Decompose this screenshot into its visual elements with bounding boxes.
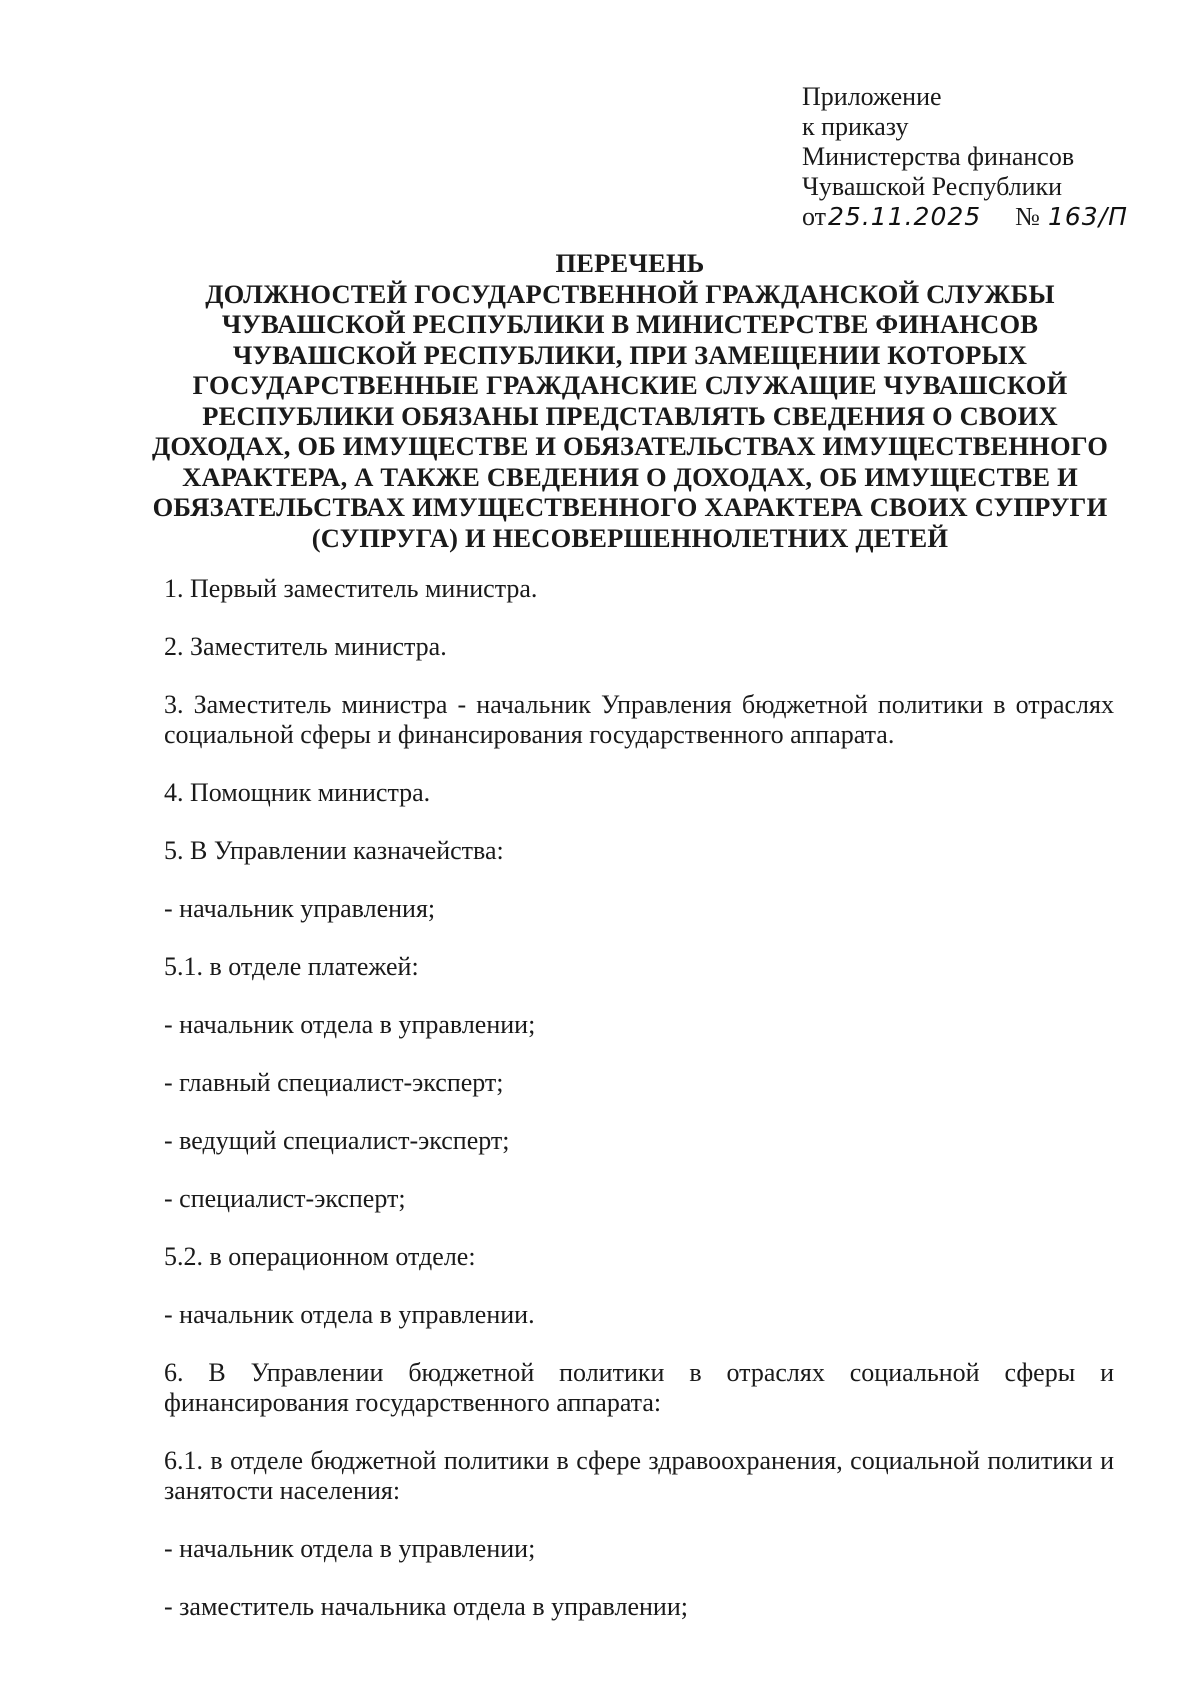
list-item: 4. Помощник министра. xyxy=(164,778,431,807)
list-item: - специалист-эксперт; xyxy=(164,1184,406,1213)
handwritten-number: 163/П xyxy=(1047,202,1128,231)
handwritten-date: 25.11.2025 xyxy=(828,202,982,231)
list-item: 5. В Управлении казначейства: xyxy=(164,836,504,865)
appendix-line: Чувашской Республики xyxy=(802,172,1063,201)
title-line: РЕСПУБЛИКИ ОБЯЗАНЫ ПРЕДСТАВЛЯТЬ СВЕДЕНИЯ О СВОИХ xyxy=(202,400,1058,431)
title-line: ОБЯЗАТЕЛЬСТВАХ ИМУЩЕСТВЕННОГО ХАРАКТЕРА СВОИХ СУПРУГИ xyxy=(152,492,1108,522)
title-line: ГОСУДАРСТВЕННЫЕ ГРАЖДАНСКИЕ СЛУЖАЩИЕ ЧУВАШСКОЙ xyxy=(192,370,1068,400)
list-item: 1. Первый заместитель министра. xyxy=(164,574,538,603)
appendix-line: Министерства финансов xyxy=(802,142,1075,171)
date-prefix: от xyxy=(802,202,827,231)
title-line: (СУПРУГА) И НЕСОВЕРШЕННОЛЕТНИХ ДЕТЕЙ xyxy=(311,522,949,553)
list-item: - начальник отдела в управлении; xyxy=(164,1534,536,1563)
list-item: 6. В Управлении бюджетной политики в отраслях социальной сферы и финансирования государственного аппарата: xyxy=(164,1358,1114,1417)
title-line: ДОЛЖНОСТЕЙ ГОСУДАРСТВЕННОЙ ГРАЖДАНСКОЙ СЛУЖБЫ xyxy=(205,278,1055,309)
list-item: - начальник управления; xyxy=(164,894,436,923)
appendix-header xyxy=(802,82,1142,236)
list-item: - начальник отдела в управлении. xyxy=(164,1300,535,1329)
list-item: - начальник отдела в управлении; xyxy=(164,1010,536,1039)
list-item: 5.1. в отделе платежей: xyxy=(164,952,419,981)
list-item: 6.1. в отделе бюджетной политики в сфере здравоохранения, социальной политики и занятости населения: xyxy=(164,1446,1114,1505)
list-item: - заместитель начальника отдела в управлении; xyxy=(164,1592,688,1621)
number-sign: № xyxy=(1015,202,1040,231)
list-item: 2. Заместитель министра. xyxy=(164,632,447,661)
list-item: - ведущий специалист-эксперт; xyxy=(164,1126,510,1155)
list-item: 3. Заместитель министра - начальник Управления бюджетной политики в отраслях социальной сферы и финансирования государственного аппарата. xyxy=(164,690,1114,749)
appendix-line: к приказу xyxy=(802,112,909,141)
title-line: ХАРАКТЕРА, А ТАКЖЕ СВЕДЕНИЯ О ДОХОДАХ, ОБ ИМУЩЕСТВЕ И xyxy=(182,461,1078,492)
title-line: ПЕРЕЧЕНЬ xyxy=(555,248,705,278)
title-line: ЧУВАШСКОЙ РЕСПУБЛИКИ В МИНИСТЕРСТВЕ ФИНАНСОВ xyxy=(221,309,1039,339)
title-line: ЧУВАШСКОЙ РЕСПУБЛИКИ, ПРИ ЗАМЕЩЕНИИ КОТОРЫХ xyxy=(232,339,1028,370)
positions-list xyxy=(164,574,1114,1622)
appendix-line: Приложение xyxy=(802,82,942,111)
title-line: ДОХОДАХ, ОБ ИМУЩЕСТВЕ И ОБЯЗАТЕЛЬСТВАХ ИМУЩЕСТВЕННОГО xyxy=(151,431,1109,461)
order-date-number xyxy=(802,202,1142,236)
list-item: 5.2. в операционном отделе: xyxy=(164,1242,476,1271)
list-item: - главный специалист-эксперт; xyxy=(164,1068,504,1097)
document-title xyxy=(150,248,1110,553)
